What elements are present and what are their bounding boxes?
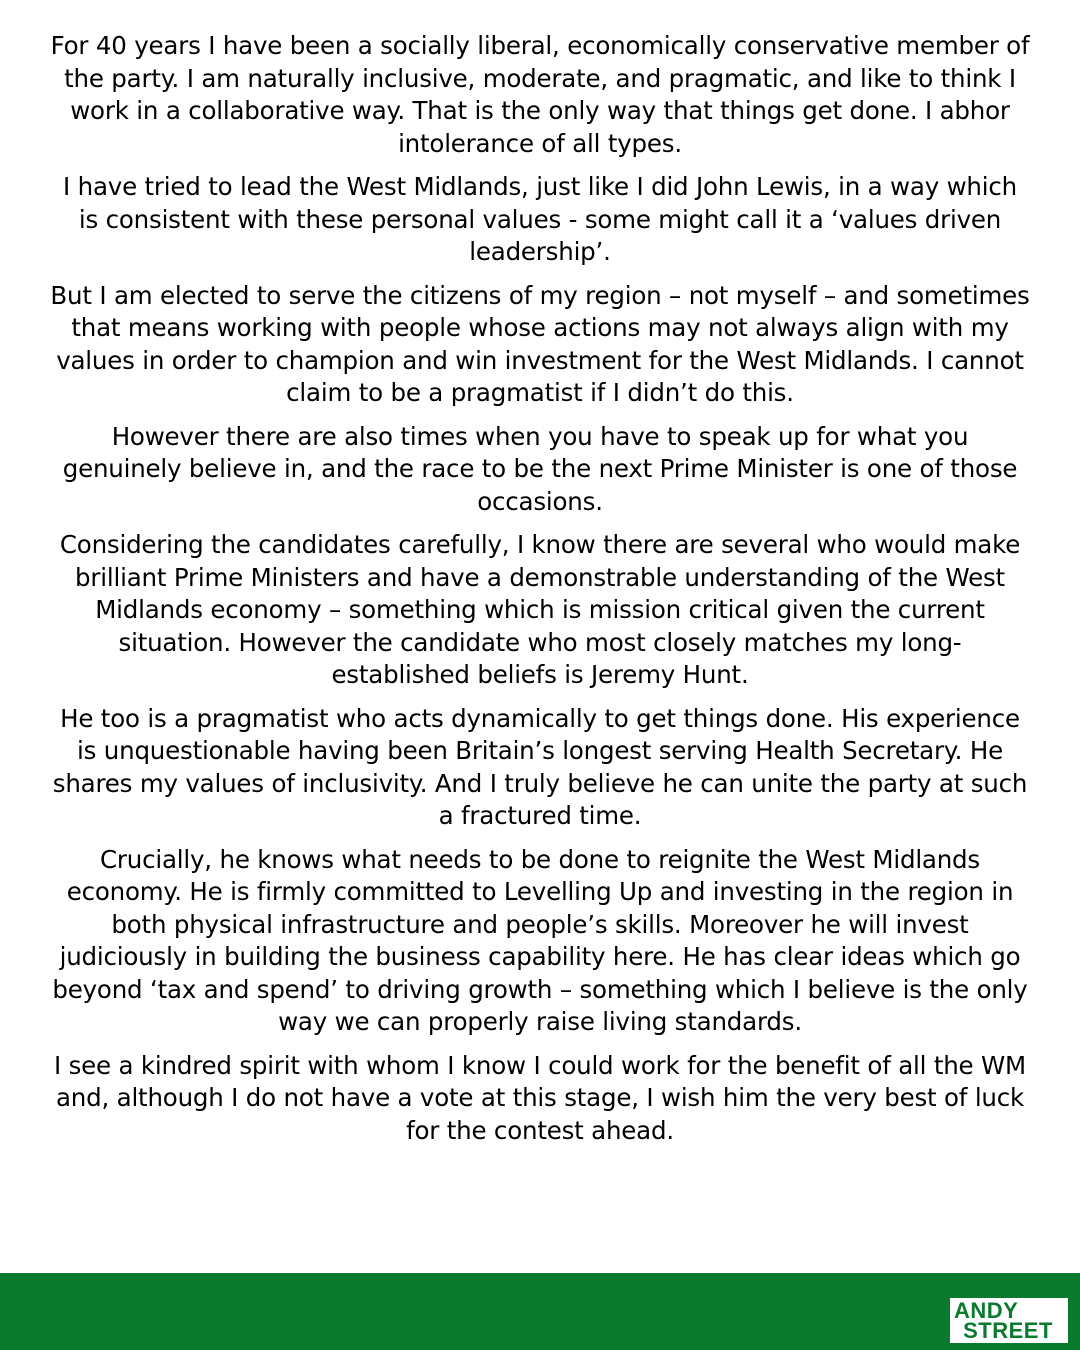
paragraph: I see a kindred spirit with whom I know I could work for the benefit of all the WM and, although I do not have a vote at this stage, I wish him the very best of luck for the contest ahead. <box>54 1050 1026 1145</box>
logo-line-2: STREET <box>963 1317 1053 1343</box>
logo-line-1: ANDY <box>954 1297 1019 1323</box>
statement-body <box>50 30 1030 1158</box>
paragraph: He too is a pragmatist who acts dynamically to get things done. His experience is unquestionable having been Britain’s longest serving Health Secretary. He shares my values of inclusivity. And I truly believe he can unite the party at such a fractured time. <box>52 703 1028 830</box>
paragraph: I have tried to lead the West Midlands, just like I did John Lewis, in a way which is consistent with these personal values - some might call it a ‘values driven leadership’. <box>63 172 1017 266</box>
paragraph: But I am elected to serve the citizens of my region – not myself – and sometimes that means working with people whose actions may not always align with my values in order to champion and win investment for the West Midlands. I cannot claim to be a pragmatist if I didn’t do this. <box>50 280 1030 407</box>
paragraph: For 40 years I have been a socially liberal, economically conservative member of the party. I am naturally inclusive, moderate, and pragmatic, and like to think I work in a collaborative way. That is the only way that things get done. I abhor intolerance of all types. <box>50 31 1030 158</box>
paragraph: Considering the candidates carefully, I know there are several who would make brilliant Prime Ministers and have a demonstrable understanding of the West Midlands economy – something which is mission critical given the current situation. However the candidate who most closely matches my long-established beliefs is Jeremy Hunt. <box>59 530 1021 689</box>
andy-street-logo <box>950 1298 1068 1343</box>
paragraph: Crucially, he knows what needs to be done to reignite the West Midlands economy. He is firmly committed to Levelling Up and investing in the region in both physical infrastructure and people’s skills. Moreover he will invest judiciously in building the business capability here. He has clear ideas which go beyond ‘tax and spend’ to driving growth – something which I believe is the only way we can properly raise living standards. <box>52 844 1028 1036</box>
footer-bar <box>0 1273 1080 1350</box>
paragraph: However there are also times when you have to speak up for what you genuinely believe in, and the race to be the next Prime Minister is one of those occasions. <box>62 421 1018 516</box>
